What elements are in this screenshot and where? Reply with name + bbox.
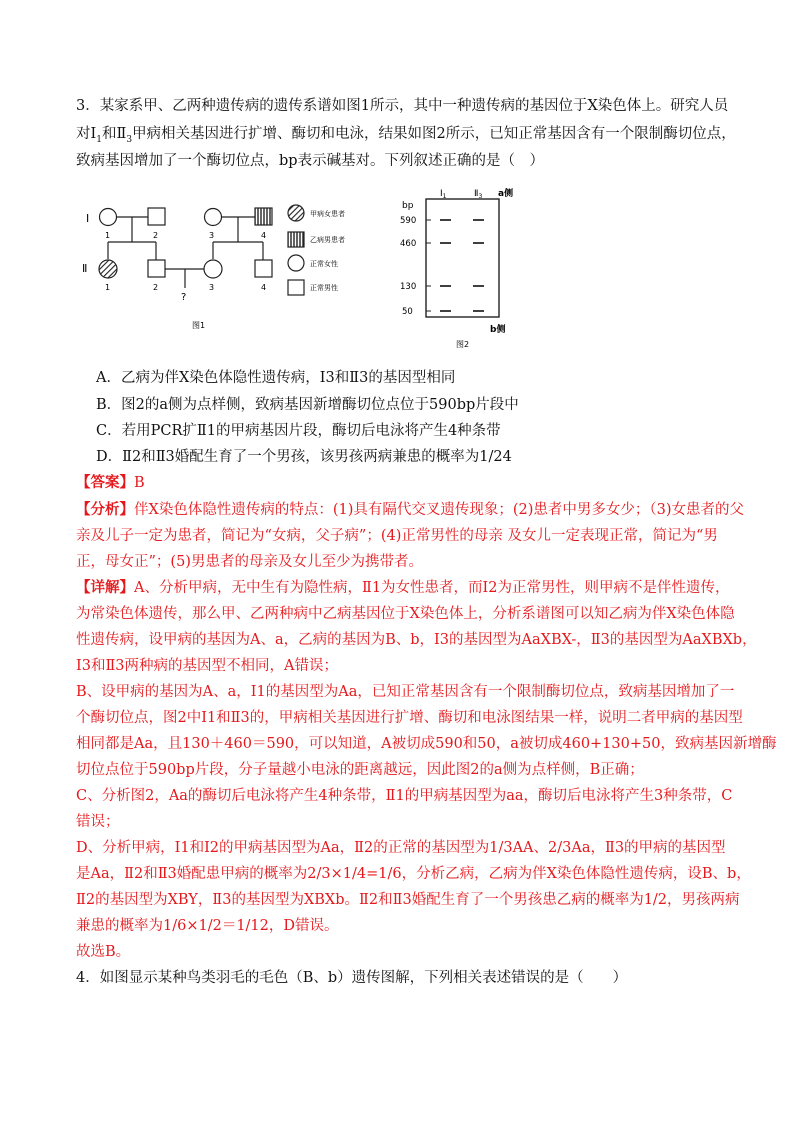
a-side-label: a侧: [498, 189, 514, 199]
detail-line13: Ⅱ2的基因型为XBY，Ⅱ3的基因型为XBXb。Ⅱ2和Ⅱ3婚配生育了一个男孩患乙病的概率为1/2，男孩两病: [76, 892, 740, 908]
option-c: C．若用PCR扩Ⅱ1的甲病基因片段，酶切后电泳将产生4种条带: [96, 423, 501, 439]
detail-line14: 兼患的概率为1/6×1/2＝1/12，D错误。: [76, 918, 339, 934]
gen2-label: Ⅱ: [82, 262, 88, 275]
gen1-label: I: [86, 212, 90, 225]
legend-normal-female-icon: [288, 255, 304, 271]
b-side-label: b侧: [490, 325, 506, 335]
fig2-caption: 图2: [456, 340, 470, 349]
svg-text:2: 2: [153, 231, 159, 240]
i1-normal-female: [100, 209, 117, 226]
ii4-normal-male: [255, 260, 272, 277]
unknown-child: ?: [181, 292, 187, 303]
svg-text:甲病女患者: 甲病女患者: [310, 210, 345, 218]
detail-line15: 故选B。: [76, 944, 131, 960]
q3-stem-line3: 致病基因增加了一个酶切位点，bp表示碱基对。下列叙述正确的是（ ）: [76, 153, 545, 169]
detail-line6: 个酶切位点，图2中I1和Ⅱ3的，甲病相关基因进行扩增、酶切和电泳图结果一样，说明二者甲病的基因型: [76, 710, 743, 726]
fig1-caption: 图1: [192, 321, 206, 330]
detail-line11: D、分析甲病，Ⅰ1和Ⅰ2的甲病基因型为Aa，Ⅱ2的正常的基因型为1/3AA、2/3Aa，Ⅱ3的甲病的基因型: [76, 840, 726, 856]
detail-line5: B、设甲病的基因为A、a，Ⅰ1的基因型为Aa，已知正常基因含有一个限制酶切位点，致病基因增加了一: [76, 684, 735, 700]
ii3-normal-female: [204, 260, 222, 278]
detail-line4: I3和Ⅱ3两种病的基因型不相同，A错误；: [76, 658, 339, 674]
detail-line12: 是Aa，Ⅱ2和Ⅱ3婚配患甲病的概率为2/3×1/4=1/6，分析乙病，乙病为伴X染色体隐性遗传病，设B、b，: [76, 866, 751, 882]
detail-line10: 错误；: [76, 814, 120, 830]
svg-text:50: 50: [402, 307, 413, 317]
svg-text:4: 4: [261, 283, 267, 292]
option-d: D．Ⅱ2和Ⅱ3婚配生育了一个男孩，该男孩两病兼患的概率为1/24: [96, 449, 512, 465]
analysis-line3: 正，母女正”；(5)男患者的母亲及女儿至少为携带者。: [76, 554, 423, 570]
legend-b-male-icon: [288, 232, 304, 247]
svg-text:1: 1: [105, 283, 111, 292]
gel-frame: [426, 199, 499, 317]
bp-label: bp: [402, 201, 414, 211]
analysis-line2: 亲及儿子一定为患者，简记为“女病，父子病”；(4)正常男性的母亲 及女儿一定表现正常，简记为“男: [76, 528, 718, 544]
svg-text:1: 1: [105, 231, 111, 240]
svg-text:3: 3: [209, 231, 215, 240]
legend-a-female-icon: [288, 205, 304, 221]
i2-normal-male: [148, 208, 165, 225]
answer-line: 【答案】B: [76, 474, 145, 491]
detail-line2: 为常染色体遗传，那么甲、乙两种病中乙病基因位于X染色体上，分析系谱图可以知乙病为伴X染色体隐: [76, 606, 735, 622]
i3-normal-female: [205, 209, 222, 226]
ii1-affected-female-a: [99, 260, 117, 278]
svg-text:正常女性: 正常女性: [310, 260, 338, 268]
svg-text:130: 130: [400, 282, 417, 292]
svg-text:正常男性: 正常男性: [310, 284, 338, 292]
option-a: A．乙病为伴X染色体隐性遗传病，I3和Ⅱ3的基因型相同: [96, 370, 456, 386]
detail-line1: 【详解】A、分析甲病，无中生有为隐性病，Ⅱ1为女性患者，而Ⅰ2为正常男性，则甲病不是伴性遗传，: [76, 579, 730, 596]
detail-line9: C、分析图2，Aa的酶切后电泳将产生4种条带，Ⅱ1的甲病基因型为aa，酶切后电泳将产生3种条带，C: [76, 788, 733, 804]
svg-text:乙病男患者: 乙病男患者: [310, 236, 345, 244]
svg-text:460: 460: [400, 239, 417, 249]
svg-text:2: 2: [153, 283, 159, 292]
ii2-normal-male: [148, 260, 165, 277]
lane2-label: $Ⅱ_3$: [474, 189, 483, 200]
svg-text:590: 590: [400, 216, 417, 226]
lane1-label: $I_1$: [440, 189, 447, 200]
gel-figure: [398, 184, 538, 354]
analysis-line1: 【分析】伴X染色体隐性遗传病的特点：(1)具有隔代交叉遗传现象；(2)患者中男多女少；（3)女患者的父: [76, 501, 745, 518]
detail-line7: 相同都是Aa，且130＋460＝590，可以知道，A被切成590和50，a被切成460+130+50，致病基因新增酶: [76, 736, 777, 752]
svg-text:3: 3: [209, 283, 215, 292]
detail-line8: 切位点位于590bp片段，分子量越小电泳的距离越远，因此图2的a侧为点样侧，B正确；: [76, 762, 644, 778]
q3-stem-line2: 对$I_1$和$Ⅱ_3$甲病相关基因进行扩增、酶切和电泳，结果如图2所示，已知正常基因含有一个限制酶切位点，: [76, 126, 736, 145]
q4-stem: 4．如图显示某种鸟类羽毛的毛色（B、b）遗传图解，下列相关表述错误的是（ ）: [76, 970, 628, 986]
legend-normal-male-icon: [288, 280, 304, 295]
option-b: B．图2的a侧为点样侧，致病基因新增酶切位点位于590bp片段中: [96, 397, 519, 413]
svg-text:4: 4: [261, 231, 267, 240]
pedigree-figure: [80, 192, 380, 342]
q3-stem-line1: 3．某家系甲、乙两种遗传病的遗传系谱如图1所示，其中一种遗传病的基因位于X染色体上。研究人员: [76, 98, 729, 114]
i4-affected-male-b: [255, 208, 272, 225]
detail-line3: 性遗传病，设甲病的基因为A、a，乙病的基因为B、b，I3的基因型为AaXBX-，Ⅱ3的基因型为AaXBXb，: [76, 632, 757, 648]
